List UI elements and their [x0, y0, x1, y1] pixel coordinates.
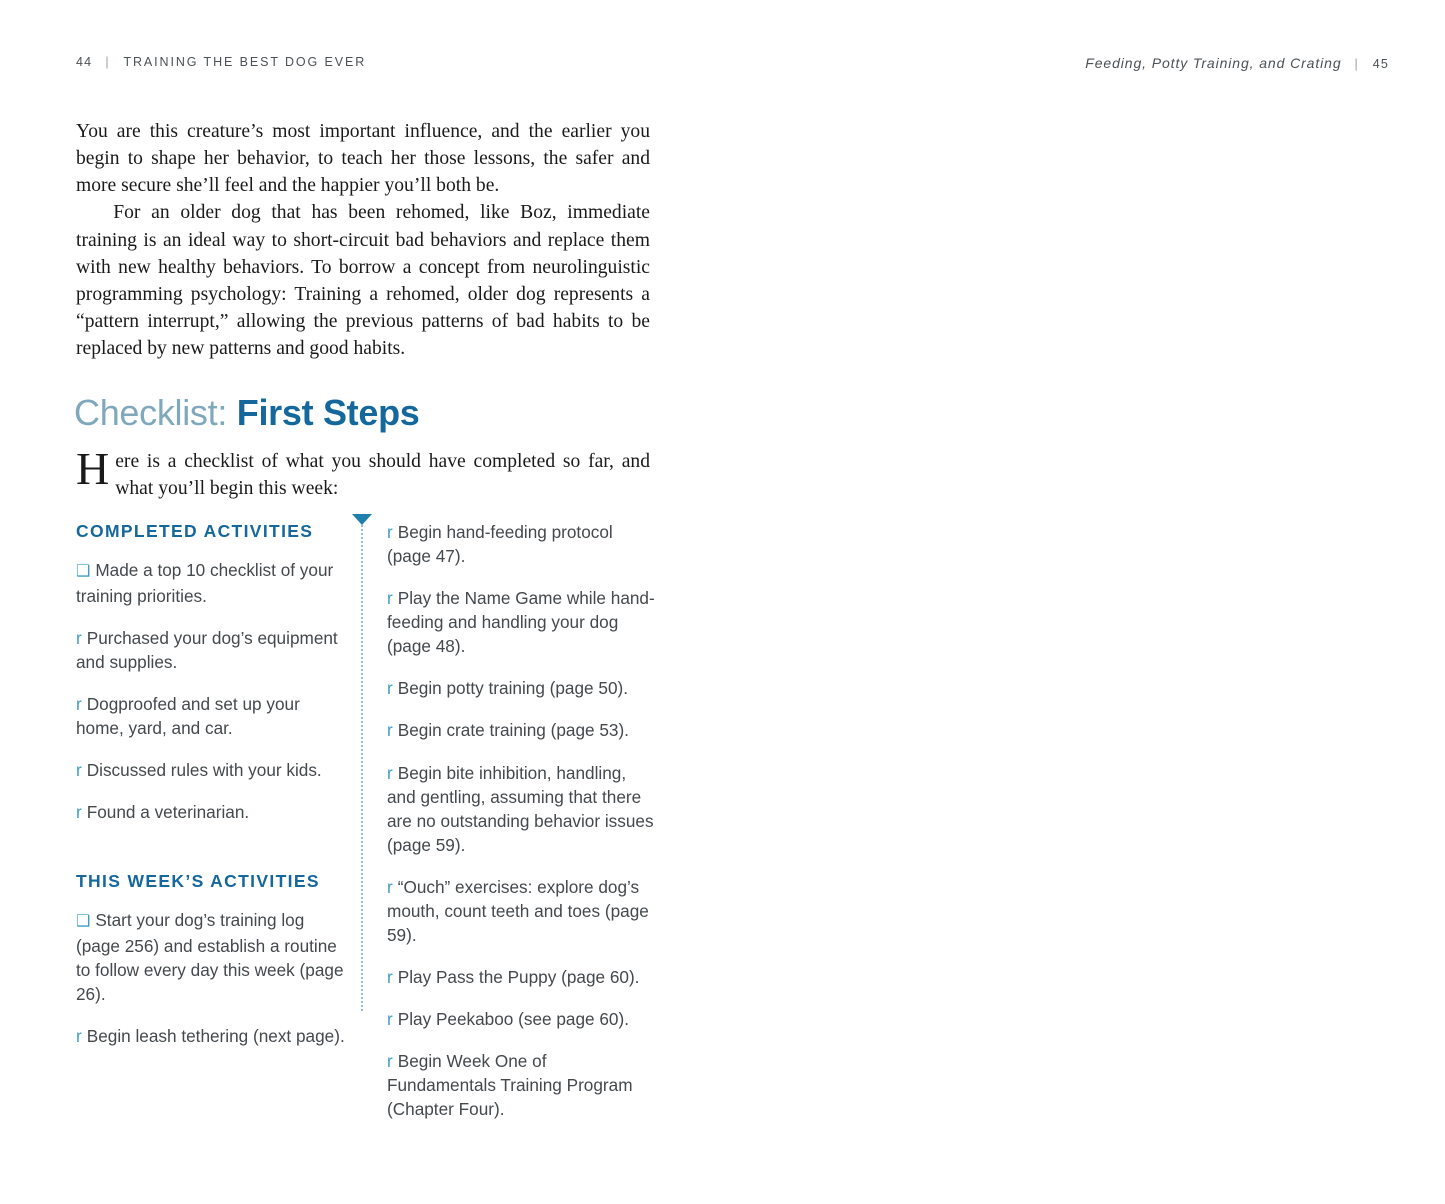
- checklist-item[interactable]: [76, 800, 345, 824]
- checklist-heading: [74, 392, 420, 434]
- left-body-text: [76, 118, 650, 362]
- folio-left: 44: [76, 55, 93, 69]
- paragraph: You are this creature’s most important influence, and the earlier you begin to shape her behavior, to teach her those lessons, the safer and more secure she’ll feel and the happier you’ll both be.: [76, 121, 650, 197]
- checklist-item[interactable]: [387, 875, 656, 947]
- chapter-title: Feeding, Potty Training, and Crating: [1085, 55, 1342, 71]
- paragraph: For an older dog that has been rehomed, like Boz, immediate training is an ideal way to short-circuit bad behaviors and replace them with new healthy behaviors. To borrow a concept from neurolinguistic programming psychology: Training a rehomed, older dog represents a “pattern interrupt,” allowing the previous patterns of bad habits to be replaced by new patterns and good habits.: [76, 202, 650, 359]
- checklist-intro: [76, 443, 650, 502]
- checklist-item[interactable]: [387, 1049, 656, 1121]
- checklist-heading-label: Checklist:: [74, 392, 228, 433]
- checklist-item[interactable]: [76, 908, 345, 1006]
- checklist-item-label: Begin hand-feeding protocol (page 47).: [387, 522, 613, 567]
- checklist-item[interactable]: [387, 761, 656, 857]
- checkbox-icon[interactable]: r: [76, 1026, 82, 1047]
- checklist-item-label: “Ouch” exercises: explore dog’s mouth, count teeth and toes (page 59).: [387, 876, 649, 946]
- checklist-columns: [76, 518, 656, 1139]
- checklist-item-label: Begin bite inhibition, handling, and gentling, assuming that there are no outstanding behavior issues (page 59).: [387, 762, 654, 855]
- checklist-column-one: [76, 518, 345, 1139]
- checklist-item[interactable]: [387, 718, 656, 742]
- checklist-item[interactable]: [387, 965, 656, 989]
- checkbox-icon[interactable]: r: [387, 1009, 393, 1030]
- checklist-item[interactable]: [387, 676, 656, 700]
- checkbox-icon[interactable]: ❑: [76, 913, 91, 931]
- runhead-separator-right: |: [1354, 57, 1360, 71]
- checklist-item-label: Play Pass the Puppy (page 60).: [397, 967, 640, 988]
- checkbox-icon[interactable]: r: [387, 1051, 393, 1072]
- checklist-item[interactable]: [387, 520, 656, 568]
- right-page: [722, 0, 1445, 1204]
- checklist-item-label: Begin Week One of Fundamentals Training Program (Chapter Four).: [387, 1051, 633, 1120]
- checklist-item[interactable]: [76, 558, 345, 607]
- checkbox-icon[interactable]: ❑: [76, 563, 91, 581]
- running-head-right: [1085, 55, 1389, 71]
- section-title-this-weeks-activities: THIS WEEK’S ACTIVITIES: [76, 871, 320, 892]
- running-head-left: [76, 55, 366, 69]
- drop-cap: H: [76, 443, 110, 494]
- checklist-item[interactable]: [76, 1024, 345, 1048]
- checklist-item-label: Begin potty training (page 50).: [397, 678, 629, 699]
- book-title: TRAINING THE BEST DOG EVER: [123, 55, 367, 69]
- checkbox-icon[interactable]: r: [387, 588, 393, 609]
- checklist-item-label: Made a top 10 checklist of your training priorities.: [76, 560, 334, 606]
- checkbox-icon[interactable]: r: [76, 693, 82, 714]
- checklist-item[interactable]: [387, 1007, 656, 1031]
- checklist-heading-title: First Steps: [236, 392, 420, 433]
- checklist-column-two: [387, 518, 656, 1139]
- checkbox-icon[interactable]: r: [387, 522, 393, 542]
- checkbox-icon[interactable]: r: [76, 802, 82, 823]
- checklist-item-label: Discussed rules with your kids.: [86, 760, 322, 781]
- checkbox-icon[interactable]: r: [387, 678, 393, 699]
- checklist-intro-paragraph: [76, 443, 650, 502]
- checklist-item[interactable]: [76, 626, 345, 674]
- checklist-item[interactable]: [387, 586, 656, 658]
- checkbox-icon[interactable]: r: [76, 627, 82, 648]
- checklist-item-label: Dogproofed and set up your home, yard, and car.: [76, 693, 300, 738]
- checkbox-icon[interactable]: r: [387, 720, 393, 741]
- checklist-item[interactable]: [76, 758, 345, 782]
- checklist-intro-text: ere is a checklist of what you should have completed so far, and what you’ll begin this week:: [115, 451, 650, 500]
- checklist-item-label: Begin leash tethering (next page).: [86, 1026, 345, 1047]
- runhead-separator-left: |: [105, 55, 111, 69]
- checkbox-icon[interactable]: r: [387, 967, 393, 988]
- left-page: [0, 0, 722, 1204]
- checklist-item-label: Play Peekaboo (see page 60).: [397, 1009, 629, 1030]
- checklist-item-label: Begin crate training (page 53).: [397, 720, 629, 741]
- folio-right: 45: [1372, 57, 1389, 71]
- section-title-completed-activities: COMPLETED ACTIVITIES: [76, 521, 314, 541]
- checkbox-icon[interactable]: r: [76, 760, 82, 781]
- checklist-item-label: Found a veterinarian.: [86, 802, 250, 823]
- checklist-item-label: Start your dog’s training log (page 256) and establish a routine to follow every day this week (page 26).: [76, 910, 344, 1004]
- checkbox-icon[interactable]: r: [387, 762, 393, 783]
- checklist-item-label: Purchased your dog’s equipment and supplies.: [76, 627, 338, 672]
- checkbox-icon[interactable]: r: [387, 876, 393, 897]
- checklist-item[interactable]: [76, 692, 345, 740]
- checklist-item-label: Play the Name Game while hand-feeding and handling your dog (page 48).: [387, 588, 655, 657]
